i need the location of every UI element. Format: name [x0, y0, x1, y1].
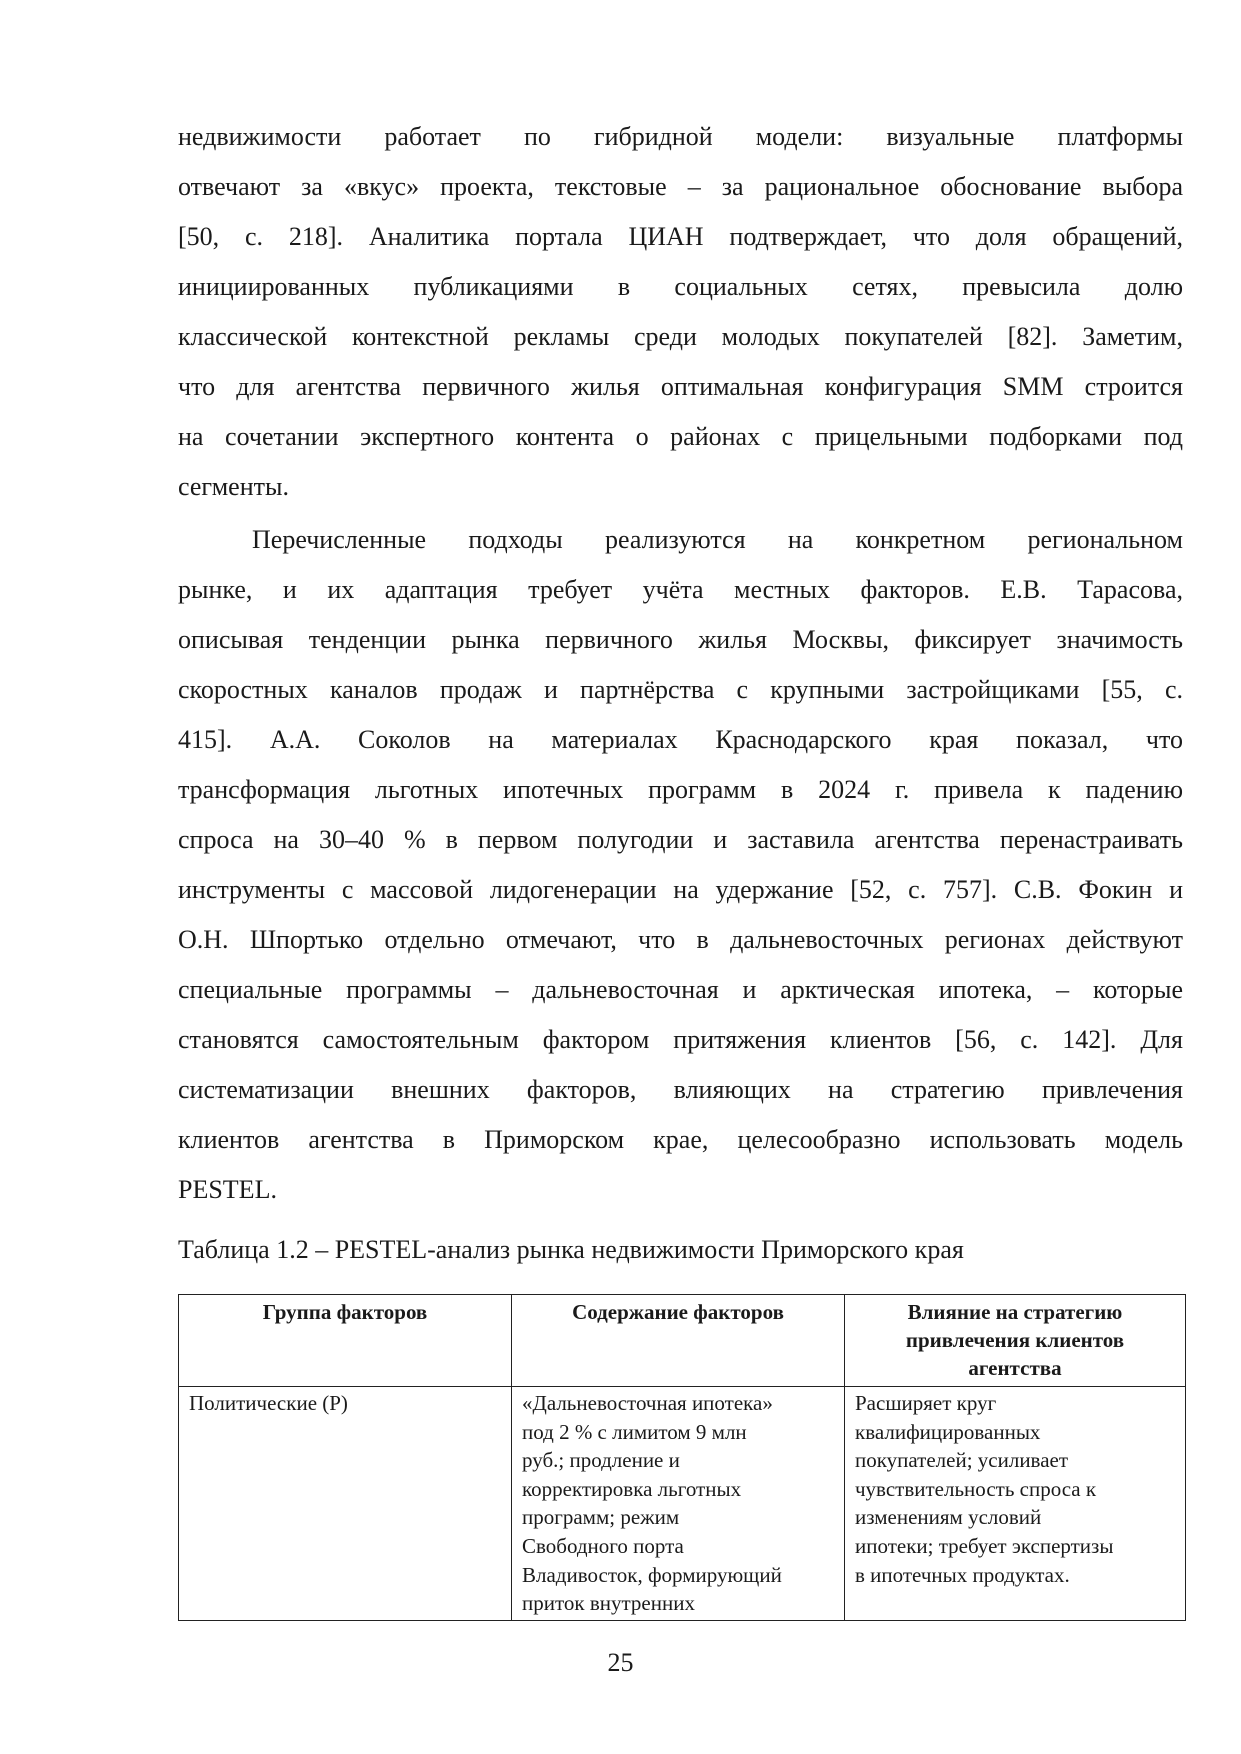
- text-line: PESTEL.: [178, 1175, 277, 1204]
- text-line: спроса на 30–40 % в первом полугодии и заставила агентства перенастраивать: [178, 825, 1183, 854]
- header-line: Группа факторов: [262, 1300, 428, 1324]
- cell-line: чувствительность спроса к: [855, 1476, 1097, 1501]
- table-row: [179, 1387, 1186, 1621]
- cell-line: Расширяет круг: [855, 1391, 997, 1415]
- text-line: клиентов агентства в Приморском крае, целесообразно использовать модель: [178, 1125, 1183, 1154]
- text-line: [50, с. 218]. Аналитика портала ЦИАН подтверждает, что доля обращений,: [178, 222, 1183, 251]
- text-line: специальные программы – дальневосточная и арктическая ипотека, – которые: [178, 975, 1183, 1004]
- text-line-indented: Перечисленные подходы реализуются на конкретном региональном: [252, 525, 1183, 554]
- table-header-row: [179, 1295, 1186, 1387]
- header-factor-group: [179, 1295, 512, 1387]
- cell-line: под 2 % с лимитом 9 млн: [522, 1419, 747, 1444]
- text-line: инициированных публикациями в социальных сетях, превысила долю: [178, 272, 1183, 301]
- cell-line: приток внутренних: [522, 1591, 695, 1616]
- header-line: привлечения клиентов: [905, 1328, 1125, 1352]
- text-line: инструменты с массовой лидогенерации на удержание [52, с. 757]. С.В. Фокин и: [178, 875, 1183, 904]
- table-caption: Таблица 1.2 – PESTEL-анализ рынка недвижимости Приморского края: [178, 1235, 964, 1264]
- cell-line: программ; режим: [522, 1505, 680, 1530]
- header-factor-content: [512, 1295, 845, 1387]
- cell-factor-group: [179, 1387, 512, 1621]
- cell-line: руб.; продление и: [522, 1448, 680, 1473]
- cell-line: в ипотечных продуктах.: [855, 1562, 1070, 1587]
- text-line: скоростных каналов продаж и партнёрства с крупными застройщиками [55, с.: [178, 675, 1183, 704]
- cell-factor-content: [512, 1387, 845, 1621]
- cell-line: изменениям условий: [855, 1505, 1042, 1530]
- cell-strategy-impact: [845, 1387, 1186, 1621]
- cell-line: квалифицированных: [855, 1419, 1041, 1444]
- header-strategy-impact: [845, 1295, 1186, 1387]
- text-line: классической контекстной рекламы среди молодых покупателей [82]. Заметим,: [178, 322, 1183, 351]
- text-line: систематизации внешних факторов, влияющих на стратегию привлечения: [178, 1075, 1183, 1104]
- text-line: становятся самостоятельным фактором притяжения клиентов [56, с. 142]. Для: [178, 1025, 1183, 1054]
- cell-line: ипотеки; требует экспертизы: [855, 1533, 1114, 1558]
- cell-line: покупателей; усиливает: [855, 1448, 1069, 1473]
- text-line: 415]. А.А. Соколов на материалах Краснодарского края показал, что: [178, 725, 1183, 754]
- text-line: описывая тенденции рынка первичного жилья Москвы, фиксирует значимость: [178, 625, 1183, 654]
- cell-line: Политические (P): [189, 1391, 348, 1415]
- header-line: Содержание факторов: [572, 1300, 784, 1324]
- page-number: 25: [607, 1648, 634, 1677]
- paragraph-continuation: [178, 112, 1183, 512]
- header-line: Влияние на стратегию: [907, 1300, 1123, 1324]
- cell-line: Свободного порта: [522, 1533, 684, 1558]
- text-line: О.Н. Шпортько отдельно отмечают, что в дальневосточных регионах действуют: [178, 925, 1183, 954]
- text-line: недвижимости работает по гибридной модели: визуальные платформы: [178, 122, 1183, 151]
- text-line: сегменты.: [178, 472, 289, 501]
- cell-line: «Дальневосточная ипотека»: [522, 1391, 773, 1415]
- cell-line: Владивосток, формирующий: [522, 1562, 782, 1587]
- paragraph-regional: [178, 515, 1183, 1215]
- cell-line: корректировка льготных: [522, 1476, 742, 1501]
- text-line: отвечают за «вкус» проекта, текстовые – за рациональное обоснование выбора: [178, 172, 1183, 201]
- text-line: что для агентства первичного жилья оптимальная конфигурация SMM строится: [178, 372, 1183, 401]
- header-line: агентства: [968, 1356, 1062, 1380]
- pestel-table: [178, 1294, 1186, 1621]
- text-line: трансформация льготных ипотечных программ в 2024 г. привела к падению: [178, 775, 1183, 804]
- text-line: рынке, и их адаптация требует учёта местных факторов. Е.В. Тарасова,: [178, 575, 1183, 604]
- text-line: на сочетании экспертного контента о районах с прицельными подборками под: [178, 422, 1183, 451]
